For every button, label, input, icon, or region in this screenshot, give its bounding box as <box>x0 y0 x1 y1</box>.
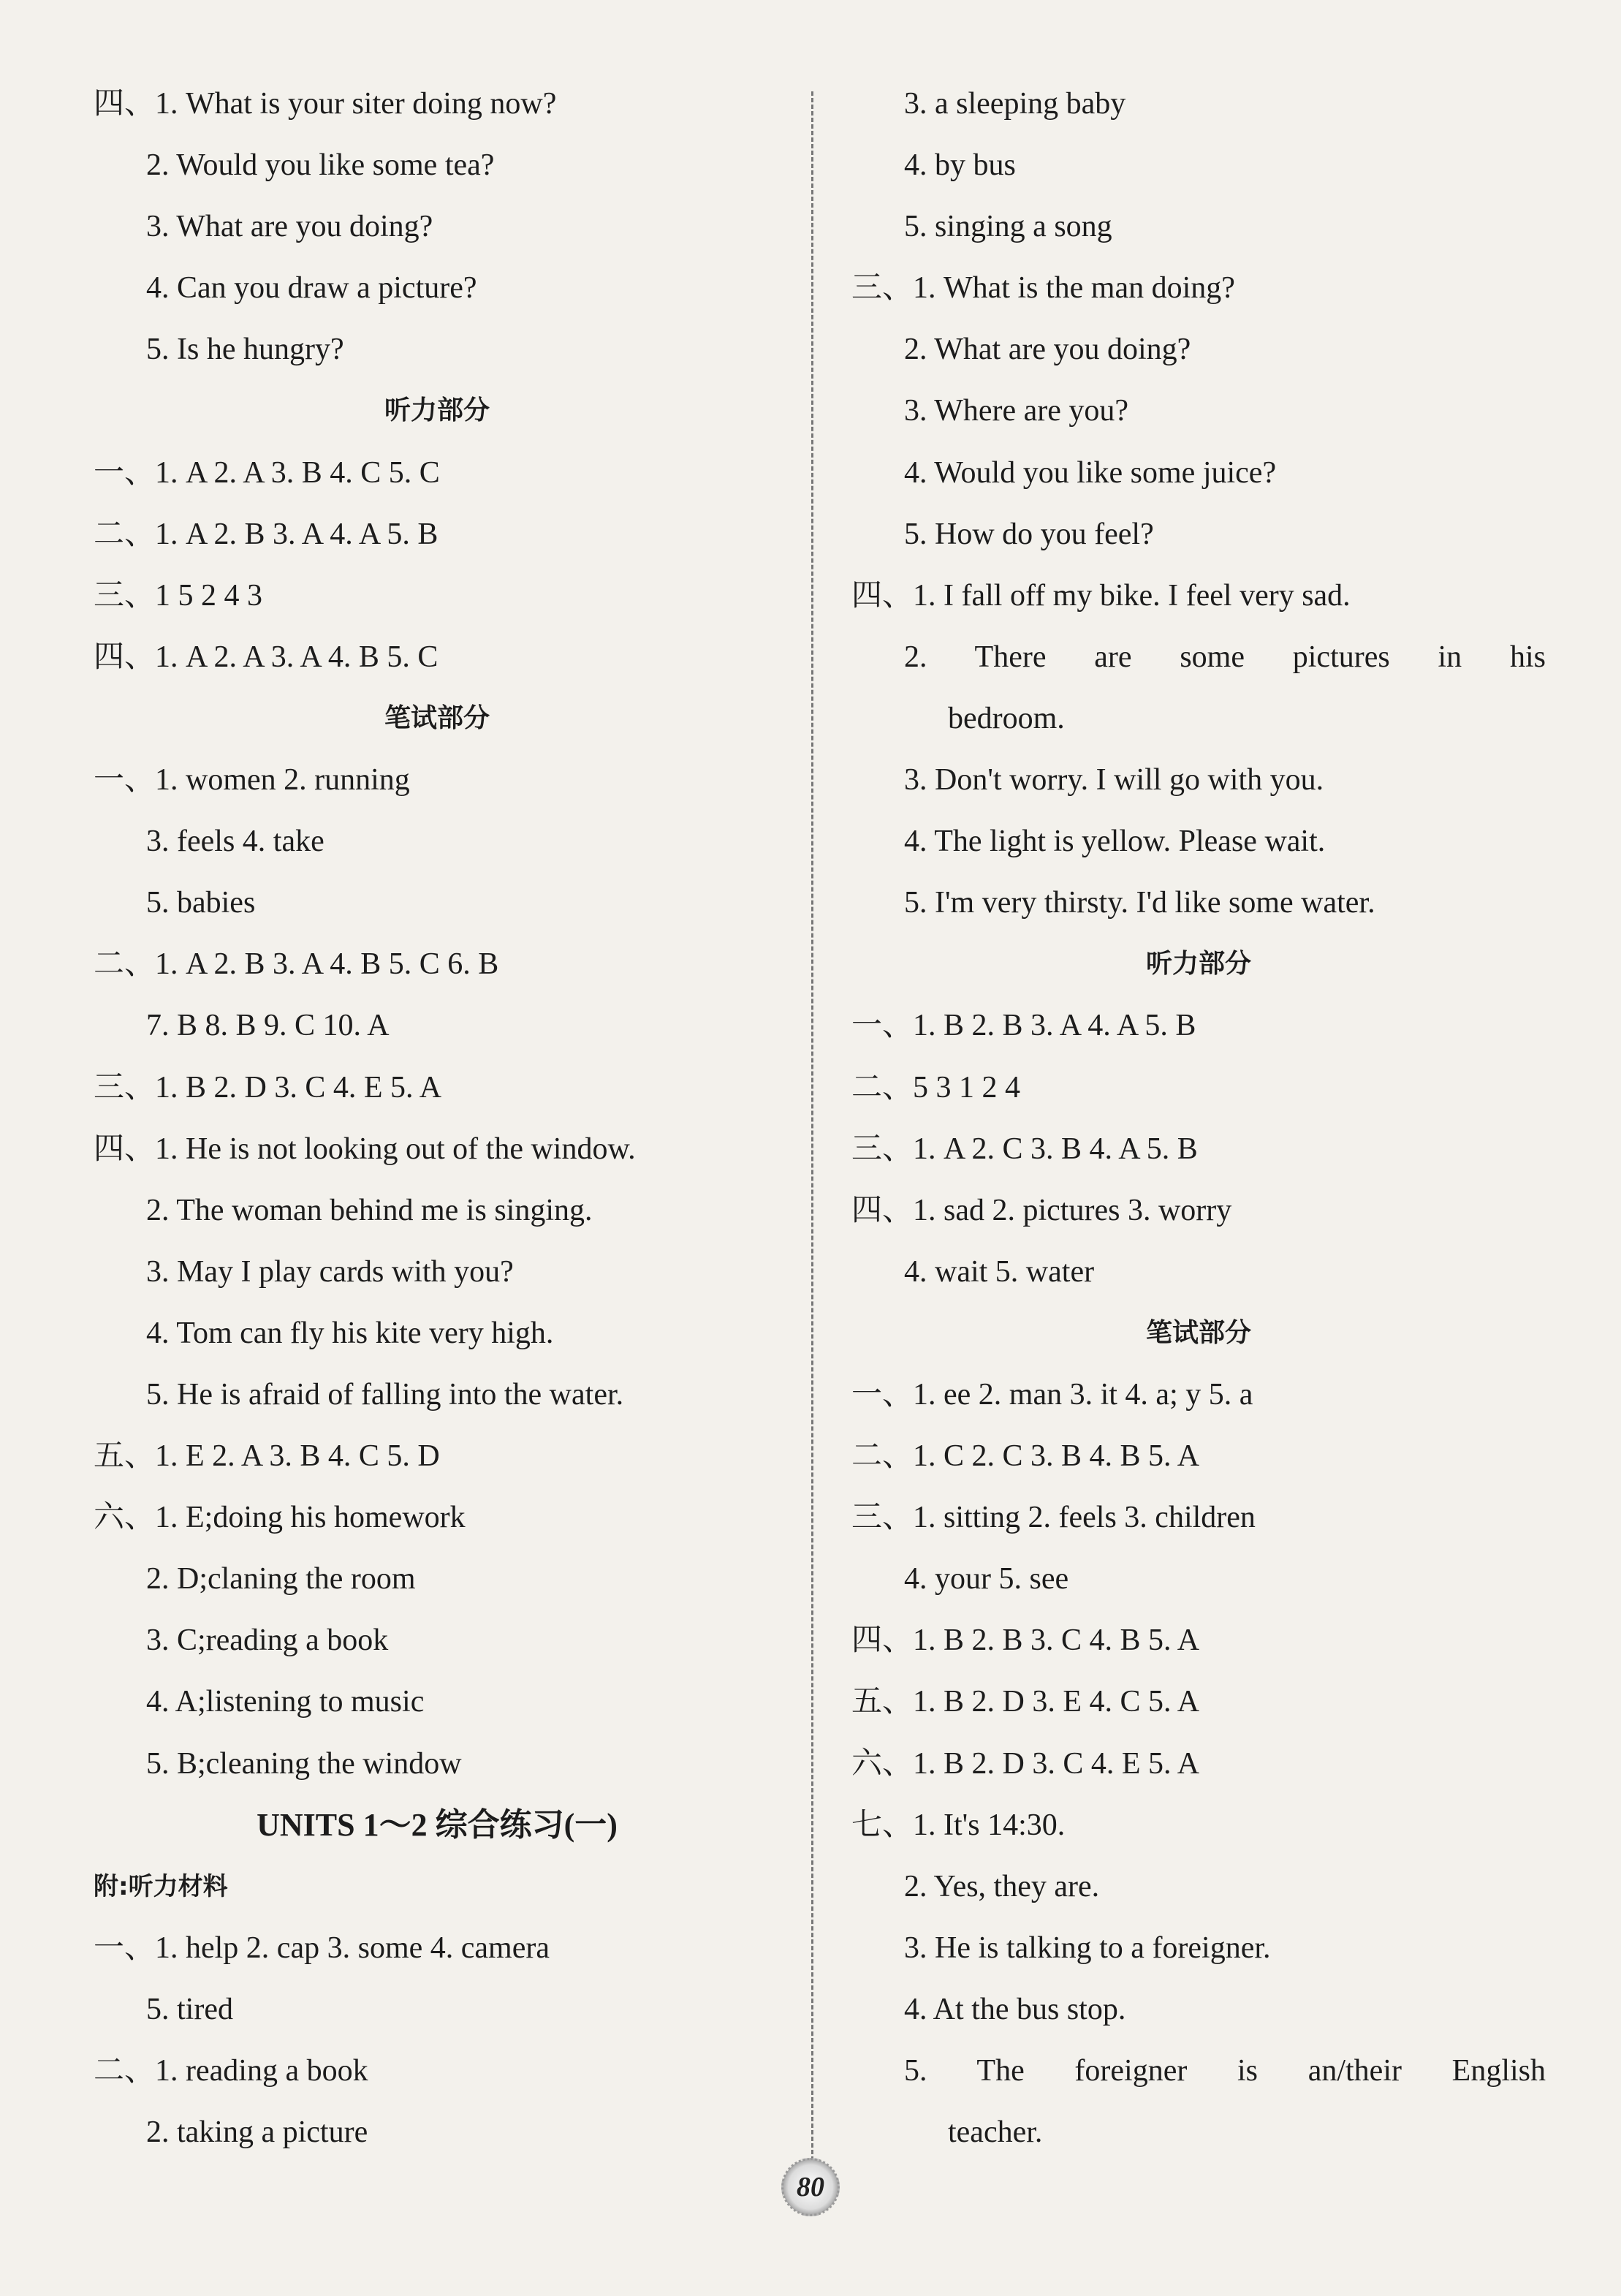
answer-line: 4. Would you like some juice? <box>904 455 1277 490</box>
section-heading: 听力部分 <box>384 395 490 426</box>
answer-line: 4. At the bus stop. <box>904 1992 1126 2026</box>
section-heading: UNITS 1～2 综合练习(一) <box>257 1806 618 1843</box>
answer-line: 一、1. B 2. B 3. A 4. A 5. B <box>851 1009 1196 1043</box>
answer-line: 三、1. sitting 2. feels 3. children <box>851 1501 1256 1535</box>
answer-line: 4. Tom can fly his kite very high. <box>146 1316 554 1350</box>
answer-line: 3. He is talking to a foreigner. <box>904 1931 1271 1965</box>
section-heading: 笔试部分 <box>1145 1317 1251 1348</box>
answer-line: 4. by bus <box>904 148 1016 183</box>
answer-line: 5. babies <box>146 886 256 920</box>
answer-line: 5. I'm very thirsty. I'd like some water. <box>904 886 1375 920</box>
answer-line: 二、5 3 1 2 4 <box>851 1070 1021 1105</box>
answer-line: 3. What are you doing? <box>146 210 433 244</box>
answer-line: 2. taking a picture <box>146 2115 368 2150</box>
answer-line: 5. The foreigner is an/their English <box>904 2054 1546 2088</box>
answer-line: 5. singing a song <box>904 210 1112 244</box>
answer-line: 2. What are you doing? <box>904 333 1191 367</box>
answer-line: 五、1. E 2. A 3. B 4. C 5. D <box>94 1439 440 1474</box>
answer-line: 3. feels 4. take <box>146 825 324 859</box>
answer-line: 四、1. He is not looking out of the window. <box>94 1132 636 1166</box>
answer-line: 2. D;claning the room <box>146 1562 416 1596</box>
answer-line: 四、1. B 2. B 3. C 4. B 5. A <box>851 1624 1200 1658</box>
page-number: 80 <box>781 2158 840 2216</box>
answer-line: 2. There are some pictures in his <box>904 640 1546 674</box>
right-column <box>851 73 1546 2163</box>
answer-line: 2. Yes, they are. <box>904 1869 1100 1903</box>
answer-line: 一、1. ee 2. man 3. it 4. a; y 5. a <box>851 1377 1253 1412</box>
answer-line: 四、1. I fall off my bike. I feel very sad. <box>851 578 1351 613</box>
answer-line: 2. The woman behind me is singing. <box>146 1193 593 1227</box>
answer-line: 六、1. E;doing his homework <box>94 1501 466 1535</box>
answer-line: 3. Don't worry. I will go with you. <box>904 763 1324 797</box>
column-divider <box>811 91 813 2167</box>
answer-line: 四、1. sad 2. pictures 3. worry <box>851 1193 1232 1227</box>
answer-line: 4. A;listening to music <box>146 1685 425 1719</box>
answer-line: 4. Can you draw a picture? <box>146 271 477 306</box>
answer-line: 3. a sleeping baby <box>904 87 1126 121</box>
answer-line: 5. tired <box>146 1992 233 2026</box>
answer-line: 一、1. women 2. running <box>94 763 410 797</box>
answer-line: 二、1. A 2. B 3. A 4. A 5. B <box>94 517 439 551</box>
answer-line: 七、1. It's 14:30. <box>851 1808 1066 1842</box>
answer-line: 六、1. B 2. D 3. C 4. E 5. A <box>851 1746 1200 1781</box>
left-column <box>94 73 781 2163</box>
answer-line: 二、1. A 2. B 3. A 4. B 5. C 6. B <box>94 947 499 982</box>
answer-line: 7. B 8. B 9. C 10. A <box>146 1009 390 1043</box>
answer-line: 3. May I play cards with you? <box>146 1254 514 1289</box>
answer-line: bedroom. <box>948 701 1065 735</box>
answer-line: 3. Where are you? <box>904 394 1129 428</box>
answer-line: 附:听力材料 <box>94 1871 228 1901</box>
answer-line: 五、1. B 2. D 3. E 4. C 5. A <box>851 1685 1200 1719</box>
answer-line: 二、1. C 2. C 3. B 4. B 5. A <box>851 1439 1200 1474</box>
answer-line: 5. How do you feel? <box>904 517 1154 551</box>
answer-line: 三、1. What is the man doing? <box>851 271 1235 306</box>
answer-line: 三、1. A 2. C 3. B 4. A 5. B <box>851 1132 1198 1166</box>
answer-line: 三、1 5 2 4 3 <box>94 578 263 613</box>
answer-line: teacher. <box>948 2115 1043 2150</box>
answer-line: 5. He is afraid of falling into the water. <box>146 1377 624 1412</box>
answer-line: 三、1. B 2. D 3. C 4. E 5. A <box>94 1070 442 1105</box>
answer-line: 四、1. A 2. A 3. A 4. B 5. C <box>94 640 439 674</box>
answer-line: 5. B;cleaning the window <box>146 1746 462 1781</box>
answer-line: 四、1. What is your siter doing now? <box>94 87 557 121</box>
section-heading: 听力部分 <box>1145 949 1251 980</box>
answer-line: 2. Would you like some tea? <box>146 148 495 183</box>
answer-line: 二、1. reading a book <box>94 2054 368 2088</box>
answer-line: 4. your 5. see <box>904 1562 1069 1596</box>
answer-line: 3. C;reading a book <box>146 1624 389 1658</box>
answer-line: 一、1. A 2. A 3. B 4. C 5. C <box>94 455 440 490</box>
answer-line: 4. The light is yellow. Please wait. <box>904 825 1326 859</box>
answer-line: 5. Is he hungry? <box>146 333 344 367</box>
answer-line: 4. wait 5. water <box>904 1254 1095 1289</box>
section-heading: 笔试部分 <box>384 702 490 733</box>
answer-line: 一、1. help 2. cap 3. some 4. camera <box>94 1931 550 1965</box>
